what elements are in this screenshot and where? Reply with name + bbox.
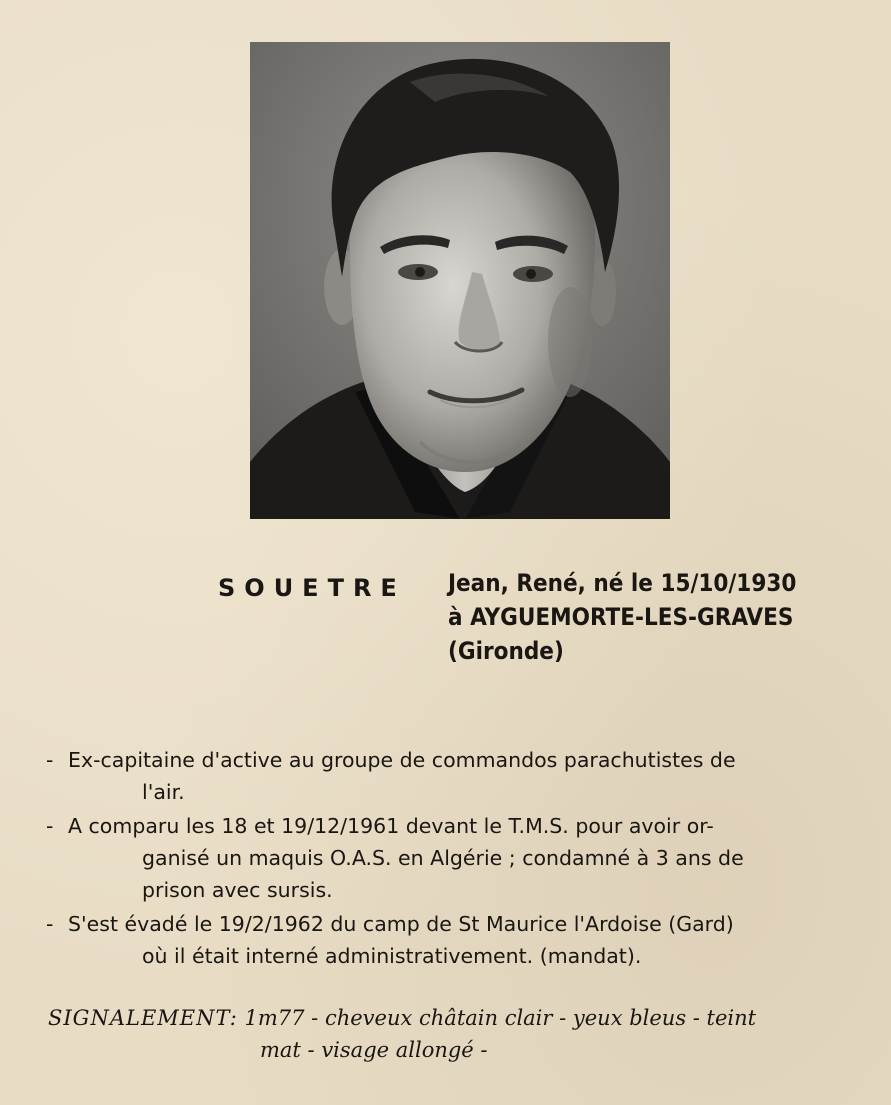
description-label: SIGNALEMENT: — [48, 1006, 238, 1030]
fact-line: où il était interné administrativement. (mandat). — [142, 944, 642, 968]
portrait-photo — [250, 42, 670, 519]
bullet-dash: - — [46, 814, 54, 838]
fact-item-escape — [46, 908, 876, 972]
identity-line-birth: Jean, René, né le 15/10/1930 — [448, 569, 797, 597]
identity-header — [218, 566, 888, 676]
bullet-dash: - — [46, 912, 54, 936]
fact-line: S'est évadé le 19/2/1962 du camp de St Maurice l'Ardoise (Gard) — [68, 912, 734, 936]
fact-line: A comparu les 18 et 19/12/1961 devant le T.M.S. pour avoir or- — [68, 814, 714, 838]
fact-item-career — [46, 744, 876, 808]
description-block — [48, 1002, 878, 1066]
description-line-1: 1m77 - cheveux châtain clair - yeux bleus - teint — [244, 1006, 757, 1030]
identity-line-place: à AYGUEMORTE-LES-GRAVES — [448, 603, 794, 631]
fact-item-trial — [46, 810, 876, 906]
portrait-illustration — [250, 42, 670, 519]
fact-line: Ex-capitaine d'active au groupe de commandos parachutistes de — [68, 748, 736, 772]
description-line-2: mat - visage allongé - — [260, 1038, 488, 1062]
fact-line: prison avec sursis. — [142, 878, 333, 902]
identity-line-region: (Gironde) — [448, 637, 564, 665]
fact-line: l'air. — [142, 780, 185, 804]
surname: SOUETRE — [218, 574, 406, 602]
bullet-dash: - — [46, 748, 54, 772]
identity-block — [448, 566, 796, 668]
facts-list — [46, 744, 876, 974]
fact-line: ganisé un maquis O.A.S. en Algérie ; condamné à 3 ans de — [142, 846, 744, 870]
